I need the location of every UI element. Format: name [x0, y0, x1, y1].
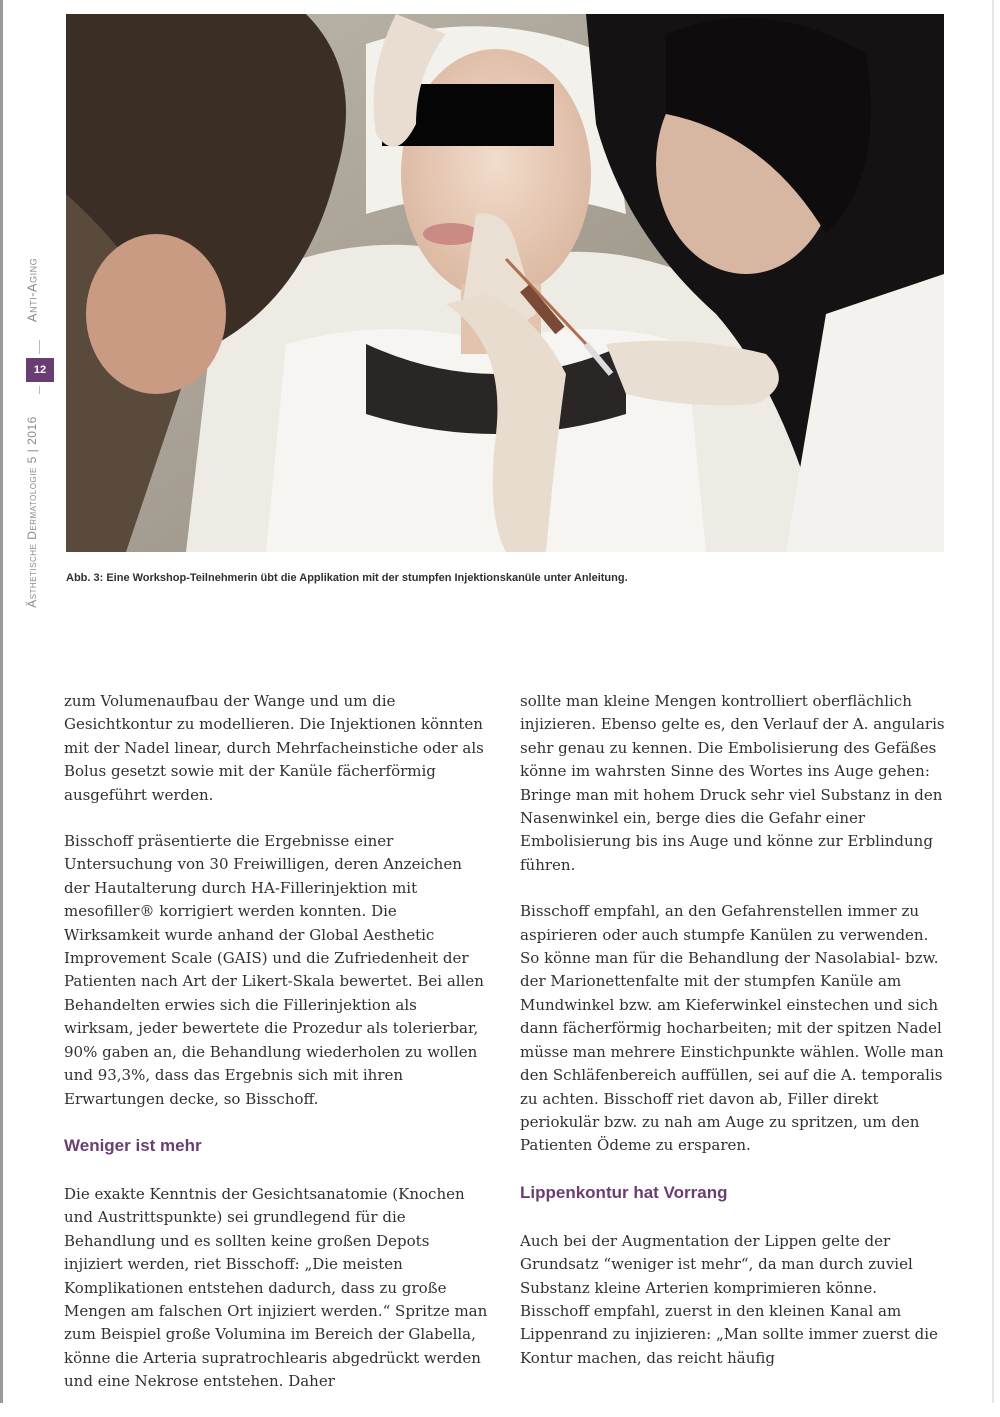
body-paragraph: Bisschoff empfahl, an den Gefahrenstellen immer zu aspirieren oder auch stumpfe Kanülen zu verwenden. So könne man für die Behandlung der Nasolabial- bzw. der Marionettenfalte mit der stumpfen Kanüle am Mundwinkel bzw. am Kieferwinkel einstechen und sich dann fächerförmig hocharbeiten; mit der spitzen Nadel müsse man mehrere Einstichpunkte wählen. Wolle man den Schläfenbereich auffüllen, sei auf die A. temporalis zu achten. Bisschoff riet davon ab, Filler direkt periokulär bzw. zu nah am Auge zu spritzen, um den Patienten Ödeme zu ersparen.: [520, 902, 944, 1155]
body-paragraph: Die exakte Kenntnis der Gesichtsanatomie (Knochen und Austrittspunkte) sei grundlegend für die Behandlung und es sollten keine großen Depots injiziert werden, riet Bisschoff: „Die meisten Komplikationen entstehen dadurch, dass zu große Mengen am falschen Ort injiziert werden.“ Spritze man zum Beispiel große Volumina im Bereich der Glabella, könne die Arteria supratrochlearis abgedrückt werden und eine Nekrose entstehen. Daher: [64, 1184, 488, 1391]
page-edge: [0, 0, 3, 1403]
sidebar: [10, 250, 54, 630]
sidebar-divider: [39, 386, 40, 394]
workshop-photo-illustration: [66, 14, 944, 552]
journal-label: Ästhetische Dermatologie 5 | 2016: [25, 416, 39, 608]
section-label: Anti-Aging: [24, 257, 40, 323]
text-column-right: [520, 690, 945, 1393]
page-edge-right: [992, 0, 994, 1403]
section-heading: Lippenkontur hat Vorrang: [520, 1182, 728, 1202]
page-number-badge: 12: [26, 358, 54, 382]
body-paragraph: zum Volumenaufbau der Wange und um die Gesichtkontur zu modellieren. Die Injektionen könnten mit der Nadel linear, durch Mehrfacheinstiche oder als Bolus gesetzt sowie mit der Kanüle fächerförmig ausgeführt werden.: [64, 692, 484, 804]
body-paragraph: Auch bei der Augmentation der Lippen gelte der Grundsatz “weniger ist mehr“, da man durch zuviel Substanz kleine Arterien komprimieren könne. Bisschoff empfahl, zuerst in den kleinen Kanal am Lippenrand zu injizieren: „Man sollte immer zuerst die Kontur machen, das reicht häufig: [520, 1231, 938, 1367]
figure-caption: Abb. 3: Eine Workshop-Teilnehmerin übt die Applikation mit der stumpfen Injektionskanüle unter Anleitung.: [66, 572, 628, 584]
figure-photo: [66, 14, 944, 552]
sidebar-divider: [39, 340, 40, 354]
body-paragraph: Bisschoff präsentierte die Ergebnisse einer Untersuchung von 30 Freiwilligen, deren Anzeichen der Hautalterung durch HA-Fillerinjektion mit mesofiller® korrigiert werden konnten. Die Wirksamkeit wurde anhand der Global Aesthetic Improvement Scale (GAIS) und die Zufriedenheit der Patienten nach Art der Likert-Skala bewertet. Bei allen Behandelten erwies sich die Fillerinjektion als wirksam, jeder bewertete die Prozedur als tolerierbar, 90% gaben an, die Behandlung wiederholen zu wollen und 93,3%, dass das Ergebnis sich mit ihren Erwartungen decke, so Bisschoff.: [64, 832, 484, 1108]
text-column-left: [64, 690, 489, 1417]
section-heading: Weniger ist mehr: [64, 1135, 202, 1155]
body-paragraph: sollte man kleine Mengen kontrolliert oberflächlich injizieren. Ebenso gelte es, den Verlauf der A. angularis sehr genau zu kennen. Die Embolisierung des Gefäßes könne im wahrsten Sinne des Wortes ins Auge gehen: Bringe man mit hohem Druck sehr viel Substanz in den Nasenwinkel ein, berge dies die Gefahr einer Embolisierung bis ins Auge und könne zur Erblindung führen.: [520, 692, 945, 874]
